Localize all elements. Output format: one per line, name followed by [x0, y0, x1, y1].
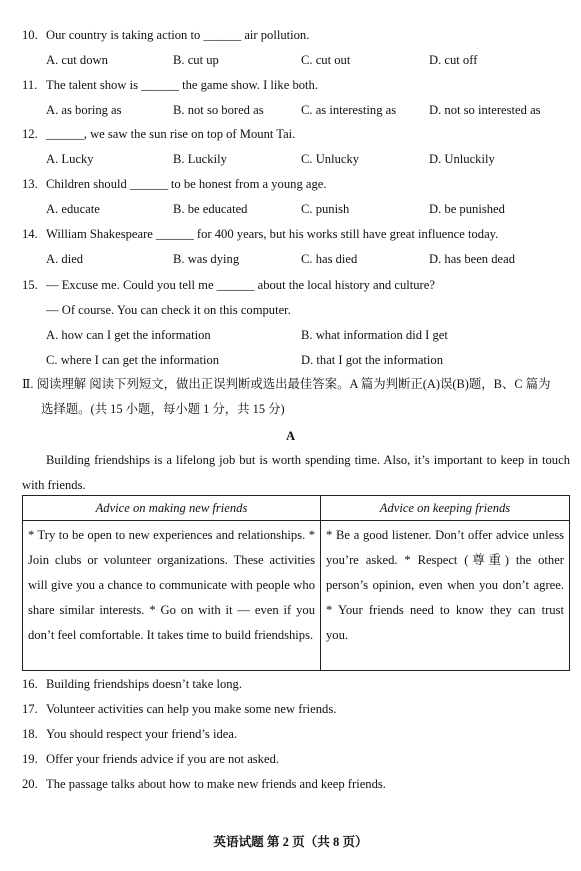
table-header-keeping-friends: Advice on keeping friends: [321, 496, 570, 521]
question-stem: William Shakespeare ______ for 400 years, but his works still have great influence today.: [46, 227, 499, 241]
question-stem: The talent show is ______ the game show. I like both.: [46, 78, 319, 92]
making-friends-advice: * Try to be open to new experiences and relationships. * Join clubs or volunteer organizations. These activities will give you a chance to communicate with people who share similar interests. * Go on with it — even if you don’t feel comfortable. It takes time to build friendships.: [23, 521, 321, 671]
option-d: D. Unluckily: [429, 152, 495, 166]
question-15: [22, 277, 435, 293]
statement-text: You should respect your friend’s idea.: [46, 727, 238, 741]
question-number: 10.: [22, 28, 38, 42]
page-footer: 英语试题 第 2 页（共 8 页）: [213, 835, 368, 849]
option-d: D. has been dead: [429, 252, 516, 266]
option-a: A. educate: [46, 202, 100, 216]
statement-17: [22, 701, 336, 717]
statement-number: 17.: [22, 702, 38, 716]
option-c: C. as interesting as: [301, 103, 397, 117]
question-11: [22, 77, 318, 93]
option-c: C. Unlucky: [301, 152, 360, 166]
option-c: C. punish: [301, 202, 350, 216]
question-number: 13.: [22, 177, 38, 191]
statement-number: 18.: [22, 727, 38, 741]
question-stem: Our country is taking action to ______ air pollution.: [46, 28, 310, 42]
option-b: B. not so bored as: [173, 103, 264, 117]
option-d: D. cut off: [429, 53, 478, 67]
question-number: 15.: [22, 278, 38, 292]
question-13: [22, 176, 327, 192]
passage-label: A: [285, 429, 296, 443]
option-b: B. Luckily: [173, 152, 227, 166]
statement-text: Offer your friends advice if you are not asked.: [46, 752, 280, 766]
statement-text: Building friendships doesn’t take long.: [46, 677, 243, 691]
question-stem: ______, we saw the sun rise on top of Mount Tai.: [46, 127, 296, 141]
question-number: 14.: [22, 227, 38, 241]
option-a: A. as boring as: [46, 103, 122, 117]
dialogue-line-1: — Excuse me. Could you tell me ______ about the local history and culture?: [46, 278, 435, 292]
section-heading-line-1: Ⅱ. 阅读理解 阅读下列短文，做出正误判断或选出最佳答案。A 篇为判断正(A)误(B)题，B、C 篇为: [22, 377, 551, 391]
option-a: A. cut down: [46, 53, 108, 67]
passage-intro: Building friendships is a lifelong job but is worth spending time. Also, it’s important to keep in touch with friends.: [22, 453, 570, 492]
question-stem: Children should ______ to be honest from a young age.: [46, 177, 327, 191]
table-header-making-friends: Advice on making new friends: [23, 496, 321, 521]
option-c: C. where I can get the information: [46, 353, 220, 367]
option-d: D. be punished: [429, 202, 505, 216]
statement-16: [22, 676, 242, 692]
advice-table: [22, 495, 570, 671]
statement-text: The passage talks about how to make new friends and keep friends.: [46, 777, 386, 791]
question-number: 11.: [22, 78, 38, 92]
option-c: C. cut out: [301, 53, 351, 67]
question-number: 12.: [22, 127, 38, 141]
option-d: D. not so interested as: [429, 103, 541, 117]
option-a: A. Lucky: [46, 152, 94, 166]
statement-number: 19.: [22, 752, 38, 766]
option-b: B. what information did I get: [301, 328, 448, 342]
statement-text: Volunteer activities can help you make some new friends.: [46, 702, 337, 716]
statement-20: [22, 776, 386, 792]
option-c: C. has died: [301, 252, 358, 266]
section-heading: [22, 372, 572, 422]
question-10: [22, 27, 309, 43]
option-b: B. was dying: [173, 252, 240, 266]
option-b: B. be educated: [173, 202, 248, 216]
statement-number: 20.: [22, 777, 38, 791]
section-heading-line-2: 选择题。(共 15 小题，每小题 1 分，共 15 分): [41, 402, 285, 416]
option-a: A. died: [46, 252, 84, 266]
question-14: [22, 226, 498, 242]
dialogue-line-2: — Of course. You can check it on this computer.: [46, 303, 291, 317]
option-a: A. how can I get the information: [46, 328, 211, 342]
option-d: D. that I got the information: [301, 353, 443, 367]
statement-number: 16.: [22, 677, 38, 691]
statement-19: [22, 751, 279, 767]
question-12: [22, 126, 295, 142]
statement-18: [22, 726, 237, 742]
option-b: B. cut up: [173, 53, 219, 67]
keeping-friends-advice: * Be a good listener. Don’t offer advice unless you’re asked. * Respect (尊重) the other person’s opinion, even when you don’t agree. * Your friends need to know they can trust you.: [321, 521, 570, 671]
